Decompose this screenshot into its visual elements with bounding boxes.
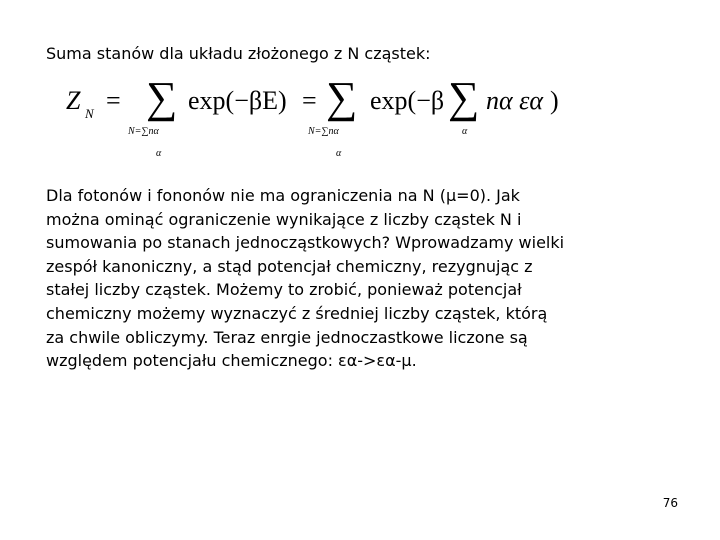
paragraph-line: chemiczny możemy wyznaczyć z średniej liczby cząstek, którą: [46, 303, 548, 323]
formula-sum-1-limit-alpha: α: [156, 148, 162, 159]
paragraph-line: można ominąć ograniczenie wynikające z liczby cząstek N i: [46, 209, 522, 229]
formula-z-subscript: N: [85, 106, 94, 121]
formula-sum-2-limit-alpha: α: [336, 148, 342, 159]
slide-heading: Suma stanów dla układu złożonego z N cząstek:: [46, 44, 431, 63]
paragraph-line: zespół kanoniczny, a stąd potencjał chemiczny, rezygnując z: [46, 256, 533, 276]
formula-sum-1: ∑: [146, 73, 178, 122]
formula-sum-2-limit: N=∑nα: [308, 126, 339, 137]
paragraph-line: sumowania po stanach jednocząstkowych? Wprowadzamy wielki: [46, 233, 565, 253]
formula-close-paren: ): [550, 86, 559, 115]
paragraph-line: stałej liczby cząstek. Możemy to zrobić, ponieważ potencjał: [46, 280, 522, 300]
page-number: 76: [662, 496, 678, 510]
formula-exp-1: exp(−βE): [188, 86, 287, 115]
paragraph-line: Dla fotonów i fononów nie ma ograniczenia na N (μ=0). Jak: [46, 186, 520, 205]
formula-equals-1: =: [106, 86, 121, 115]
paragraph-line: względem potencjału chemicznego: εα->εα-μ.: [46, 351, 417, 371]
paragraph-line: za chwile obliczymy. Teraz enrgie jednoczastkowe liczone są: [46, 327, 528, 347]
formula-sum-1-limit: N=∑nα: [128, 126, 159, 137]
formula-sum-2: ∑: [326, 73, 358, 122]
body-paragraph: [46, 184, 646, 373]
formula-term: nα εα: [486, 86, 544, 115]
formula-inner-sum: ∑: [448, 73, 480, 122]
partition-function-formula: [64, 73, 564, 168]
formula-exp-2: exp(−β: [370, 86, 445, 115]
formula-inner-sum-limit: α: [462, 126, 468, 137]
formula-equals-2: =: [302, 86, 317, 115]
formula-z: Z: [66, 86, 81, 115]
